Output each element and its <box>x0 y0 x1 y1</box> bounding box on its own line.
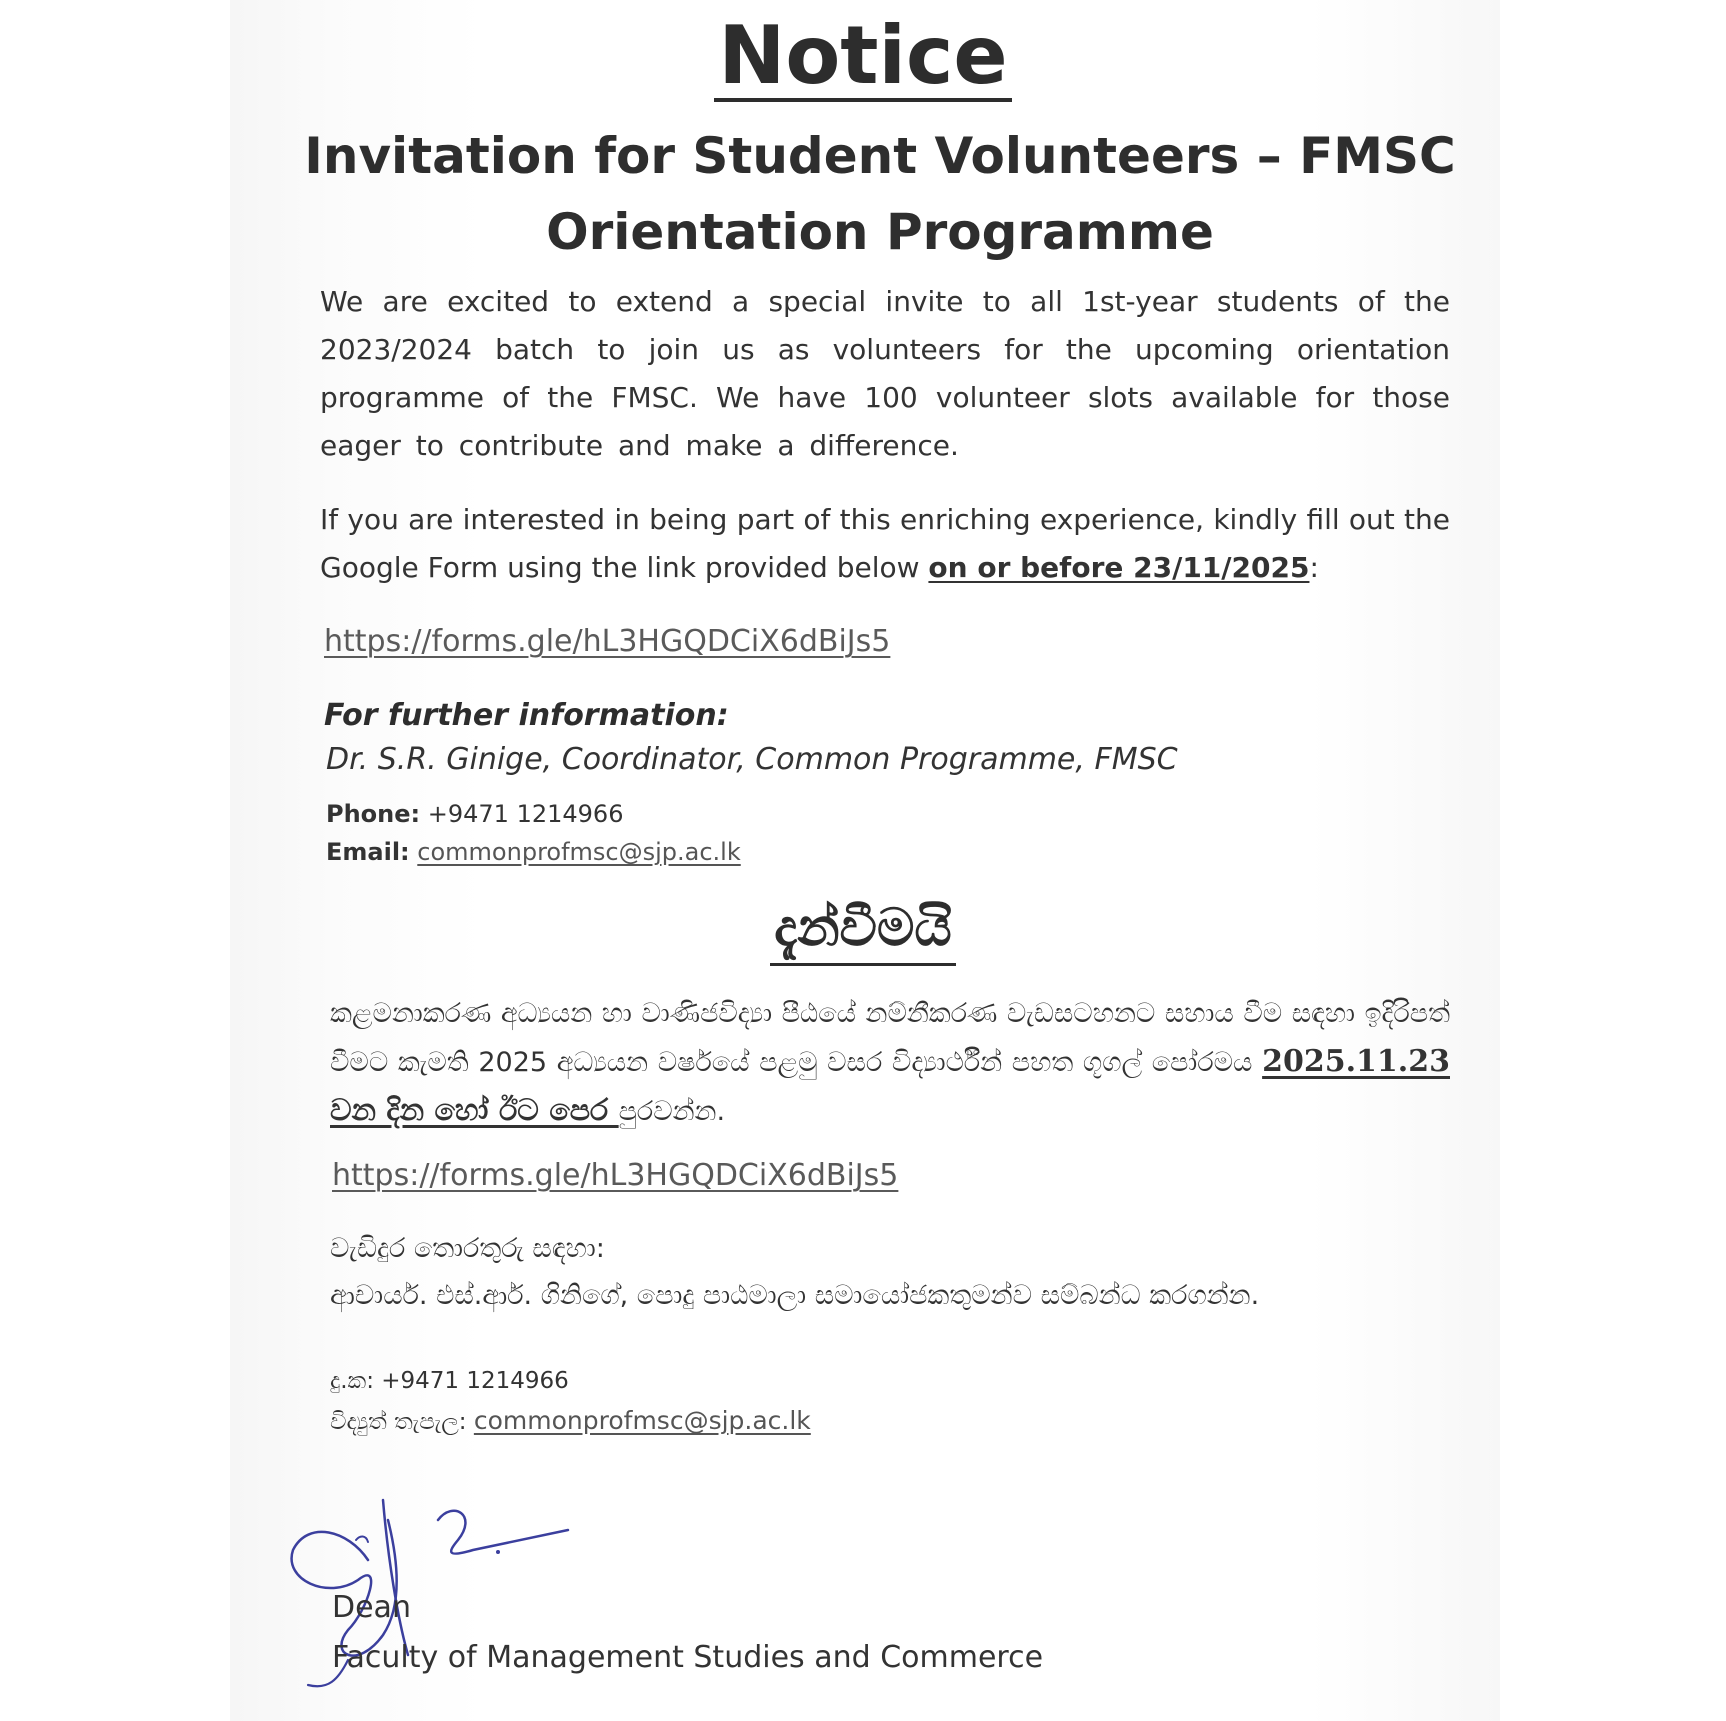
sinhala-tail: පුරවන්න. <box>618 1096 726 1127</box>
notice-title: Notice <box>0 14 1726 102</box>
intro-paragraph: We are excited to extend a special invite to all 1st-year students of the 2023/2024 batch to join us as volunteers for the upcoming orientation programme of the FMSC. We have 100 volunteer slots available for those eager to contribute and make a difference. <box>320 285 1450 462</box>
phone-line <box>326 800 623 828</box>
sinhala-lead: කළමනාකරණ අධ්‍යයන හා වාණිජවිද්‍යා පීඨයේ නම්නීකරණ වැඩසටහනට සහාය වීම සඳහා ඉදිරිපත් වීමට කැමති 2025 අධ්‍යයන වර්ෂයේ පළමු වසර විද්‍යාර්ථීන් පහත ගූගල් පෝරමය <box>330 998 1450 1078</box>
sinhala-deadline: 2025.11.23 වන දින හෝ ඊට පෙර <box>330 1044 1450 1128</box>
sinhala-paragraph <box>330 990 1450 1136</box>
sinhala-google-form-link[interactable]: https://forms.gle/hL3HGQDCiX6dBiJs5 <box>332 1158 899 1193</box>
faculty-name: Faculty of Management Studies and Commerce <box>332 1640 1044 1675</box>
email-line <box>326 838 741 866</box>
sinhala-notice-title: දැන්වීමයි <box>0 898 1726 966</box>
subtitle-line-2: Orientation Programme <box>546 203 1214 261</box>
deadline-text: on or before 23/11/2025 <box>928 551 1310 584</box>
sinhala-info-heading: වැඩිදුර තොරතුරු සඳහා: <box>330 1233 605 1264</box>
sinhala-email-label: විද්‍යුත් තැපැල: <box>330 1409 467 1435</box>
instruction-lead: If you are interested in being part of this enriching experience, kindly fill out the Google Form using the link provided below <box>320 503 1450 584</box>
sinhala-email-link[interactable]: commonprofmsc@sjp.ac.lk <box>473 1406 811 1435</box>
further-info-heading: For further information: <box>324 698 729 733</box>
instruction-tail: : <box>1309 551 1319 584</box>
sinhala-phone-number: +9471 1214966 <box>381 1368 569 1394</box>
sinhala-phone-label: දු.ක: <box>330 1368 374 1394</box>
instruction-paragraph <box>320 496 1450 592</box>
email-link[interactable]: commonprofmsc@sjp.ac.lk <box>417 838 741 866</box>
phone-label: Phone: <box>326 800 421 828</box>
subtitle-line-1: Invitation for Student Volunteers – FMSC <box>304 127 1456 185</box>
dean-title: Dean <box>332 1590 411 1625</box>
email-label: Email: <box>326 838 410 866</box>
coordinator-name: Dr. S.R. Ginige, Coordinator, Common Programme, FMSC <box>326 742 1178 777</box>
notice-subtitle <box>300 118 1460 270</box>
phone-number: +9471 1214966 <box>427 800 624 828</box>
google-form-link[interactable]: https://forms.gle/hL3HGQDCiX6dBiJs5 <box>324 624 891 659</box>
sinhala-phone-line <box>330 1368 569 1394</box>
sinhala-coordinator-name: ආචාර්ය. එස්.ආර්. ගිනිගේ, පොදු පාඨමාලා සමායෝජකතුමන්ව සම්බන්ධ කරගන්න. <box>330 1280 1260 1311</box>
sinhala-email-line <box>330 1406 811 1435</box>
